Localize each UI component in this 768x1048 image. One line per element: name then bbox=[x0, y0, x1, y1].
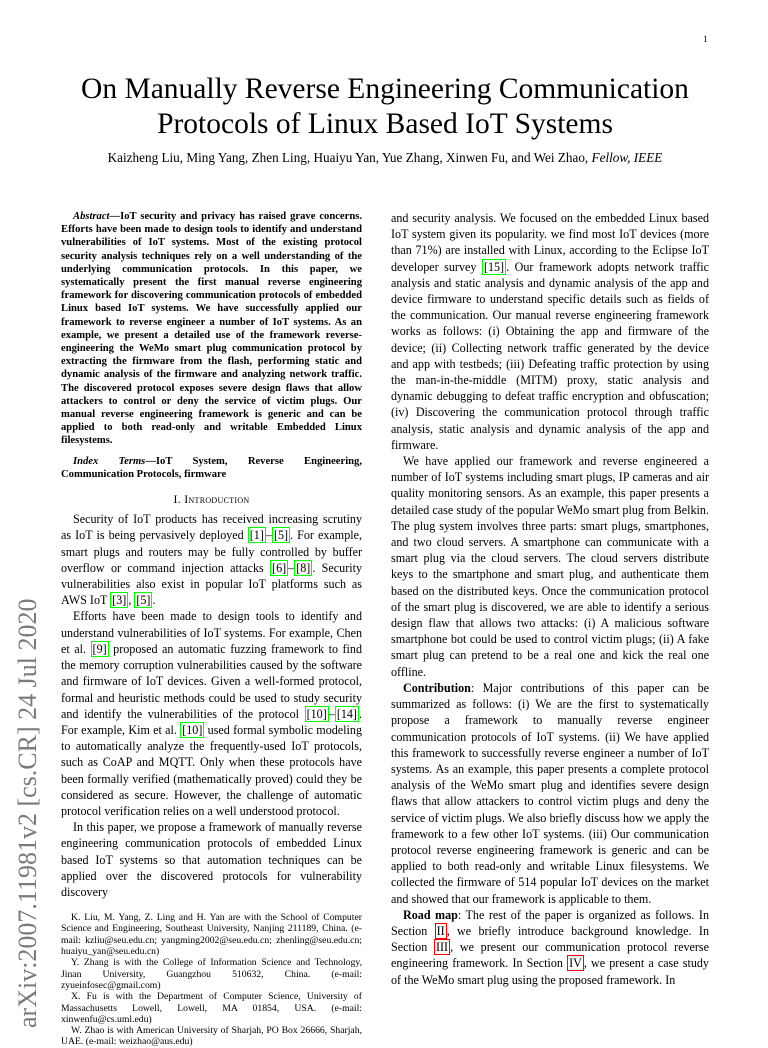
contribution-label: Contribution bbox=[403, 680, 471, 695]
arxiv-identifier: arXiv:2007.11981v2 [cs.CR] 24 Jul 2020 bbox=[13, 598, 42, 1028]
paper-title: On Manually Reverse Engineering Communication Protocols of Linux Based IoT Systems bbox=[81, 73, 689, 140]
author-list bbox=[40, 150, 730, 166]
citation-link[interactable]: [5] bbox=[136, 593, 151, 608]
citation-link[interactable]: [9] bbox=[92, 641, 107, 656]
footnote-affiliation: W. Zhao is with American University of Sharjah, PO Box 26666, Sharjah, UAE. (e-mail: weizhao@aus.edu) bbox=[61, 1025, 362, 1048]
index-terms bbox=[61, 455, 362, 481]
section-link[interactable]: II bbox=[436, 923, 445, 938]
citation-link[interactable]: [8] bbox=[296, 560, 311, 575]
section-heading-introduction: I. Introduction bbox=[173, 492, 250, 507]
index-terms-label: Index Terms bbox=[73, 455, 146, 467]
abstract-label: Abstract bbox=[73, 211, 110, 222]
intro-paragraph-3: In this paper, we propose a framework of manually reverse engineering communication protocols of embedded Linux based IoT systems so that automation techniques can be applied over the discovered protocols for vulnerability discovery bbox=[61, 820, 362, 899]
footnote-affiliation: K. Liu, M. Yang, Z. Ling and H. Yan are with the School of Computer Science and Engineering, Southeast University, Nanjing 211189, China. (e-mail: kzliu@seu.edu.cn; yangming2002@seu.edu.cn; zhenling@seu.edu.cn; huaiyu_yan@seu.edu.cn) bbox=[61, 912, 362, 958]
footnote-affiliation: Y. Zhang is with the College of Information Science and Technology, Jinan University, Guangzhou 510632, China. (e-mail: zyueinfosec@gmail.com) bbox=[61, 957, 362, 991]
right-column bbox=[391, 210, 709, 988]
section-link[interactable]: III bbox=[436, 940, 449, 955]
citation-link[interactable]: [5] bbox=[273, 528, 289, 543]
citation-link[interactable]: [14] bbox=[336, 706, 357, 721]
citation-link[interactable]: [1] bbox=[249, 528, 264, 543]
intro-paragraph-1: Security of IoT products has received increasing scrutiny as IoT is being pervasively deployed [1] – [5] . For example, smart plugs and routers may be fully controlled by buffer overflow or command injection attacks [6] – [8] . Security vulnerabilities also exist in popular IoT platforms such as AWS IoT [3] , [5] . bbox=[61, 512, 363, 608]
footnote-affiliation: X. Fu is with the Department of Computer Science, University of Massachusetts Lowell, Lowell, MA 01854, USA. (e-mail: xinwenfu@cs.uml.edu) bbox=[61, 991, 362, 1025]
road-map-paragraph: Road map: The rest of the paper is organized as follows. In Section II , we briefly introduce background knowledge. In Section III , we present our communication protocol reverse engineering framework. In Section IV , we present a case study of the WeMo smart plug using the proposed framework. In bbox=[391, 907, 709, 987]
road-map-label: Road map bbox=[403, 907, 458, 922]
abstract-text: —IoT security and privacy has raised grave concerns. Efforts have been made to design tools to identify and understand vulnerabilities of IoT systems. Most of the existing protocol security analysis techniques rely on a well understanding of the underlying communication protocols. In this paper, we systematically present the first manual reverse engineering framework for discovering communication protocols of embedded Linux based IoT systems. We have successfully applied our framework to reverse engineer a number of IoT systems. As an example, we present a detailed use of the framework reverse-engineering the WeMo smart plug communication protocol by extracting the firmware from the flash, performing static and dynamic analysis of the firmware and analyzing network traffic. The discovered protocol exposes severe design flaws that allow attackers to control or deny the service of victim plugs. Our manual reverse engineering framework is generic and can be applied to both read-only and writable Embedded Linux filesystems. bbox=[61, 211, 362, 447]
intro-paragraph-5: We have applied our framework and reverse engineered a number of IoT systems including smart plugs, IP cameras and air quality monitoring sensors. As an example, this paper presents a detailed case study of the popular WeMo smart plug from Belkin. The plug system involves three parts: smart plugs, smartphones, and two cloud servers. A smartphone can communicate with a smart plug via the cloud servers. The cloud servers distribute keys to the smartphone and smart plug, and authenticate them based on the distributed keys. Once the communication protocol of the smart plug is discovered, we are able to identify a serious design flaw that allows two attacks: (i) A malicious software smartphone bot could be used to control victim plugs; (ii) A fake smart plug can pretend to be a real one and kick the real one offline. bbox=[391, 454, 709, 679]
left-column bbox=[61, 210, 362, 1048]
citation-link[interactable]: [15] bbox=[483, 259, 505, 274]
citation-link[interactable]: [3] bbox=[112, 593, 127, 608]
page-number: 1 bbox=[703, 34, 708, 44]
citation-link[interactable]: [6] bbox=[272, 560, 287, 575]
author-names: Kaizheng Liu, Ming Yang, Zhen Ling, Huaiyu Yan, Yue Zhang, Xinwen Fu, and Wei Zhao, bbox=[107, 150, 589, 165]
contribution-paragraph: Contribution: Major contributions of this paper can be summarized as follows: (i) We are the first to systematically propose a framework to manually reverse engineer communication protocols of IoT systems. (ii) We have applied this framework to successfully reverse engineer a number of IoT systems. As an example, this paper presents a complete protocol analysis of the WeMo smart plug and identifies severe design flaws that allow attackers to control victim plugs and deny the service of victim plugs. We also briefly discuss how we apply the framework to a few other IoT systems. (iii) Our communication protocol reverse engineering framework is generic and can be applied to both read-only and writable Linux filesystems. We collected the firmware of 514 popular IoT devices on the market and showed that our framework is applicable to them. bbox=[391, 680, 709, 906]
author-fellow: Fellow, IEEE bbox=[591, 150, 663, 165]
index-terms-text: —IoT System, Reverse Engineering, Communication Protocols, firmware bbox=[61, 455, 362, 480]
intro-paragraph-4: and security analysis. We focused on the embedded Linux based IoT system given its popularity. we find most IoT devices (more than 71%) are installed with Linux, according to the Eclipse IoT developer survey [15] . Our framework adopts network traffic analysis and static analysis and dynamic analysis of the app and device firmware to understand specific details such as fields of the communication. Our manual reverse engineering framework works as follows: (i) Obtaining the app and firmware of the device; (ii) Collecting network traffic generated by the device and app with testbeds; (iii) Defeating traffic protection by using the man-in-the-middle (MITM) proxy, static analysis and dynamic debugging to defeat traffic encryption and obfuscation; (iv) Discovering the communication protocol through traffic analysis, static analysis and dynamic analysis of the app and firmware. bbox=[391, 211, 710, 452]
citation-link[interactable]: [10] bbox=[182, 722, 203, 737]
abstract bbox=[61, 210, 362, 448]
section-link[interactable]: IV bbox=[569, 956, 582, 971]
citation-link[interactable]: [10] bbox=[306, 706, 327, 721]
intro-paragraph-2: Efforts have been made to design tools to identify and understand vulnerabilities of IoT systems. For example, Chen et al. [9] proposed an automatic fuzzing framework to find the memory corruption vulnerabilities caused by the software and firmware of IoT devices. Given a well-formed protocol, formal and heuristic methods could be used to study security and identify the vulnerabilities of the protocol [10] – [14] . For example, Kim et al. [10] used formal symbolic modeling to automatically analyze the frequently-used IoT protocols, such as CoAP and MQTT. Only when these protocols have been formally verified (mathematically proved) could they be considered as secure. However, the challenge of automatic protocol verification relies on a well understood protocol. bbox=[61, 609, 362, 818]
